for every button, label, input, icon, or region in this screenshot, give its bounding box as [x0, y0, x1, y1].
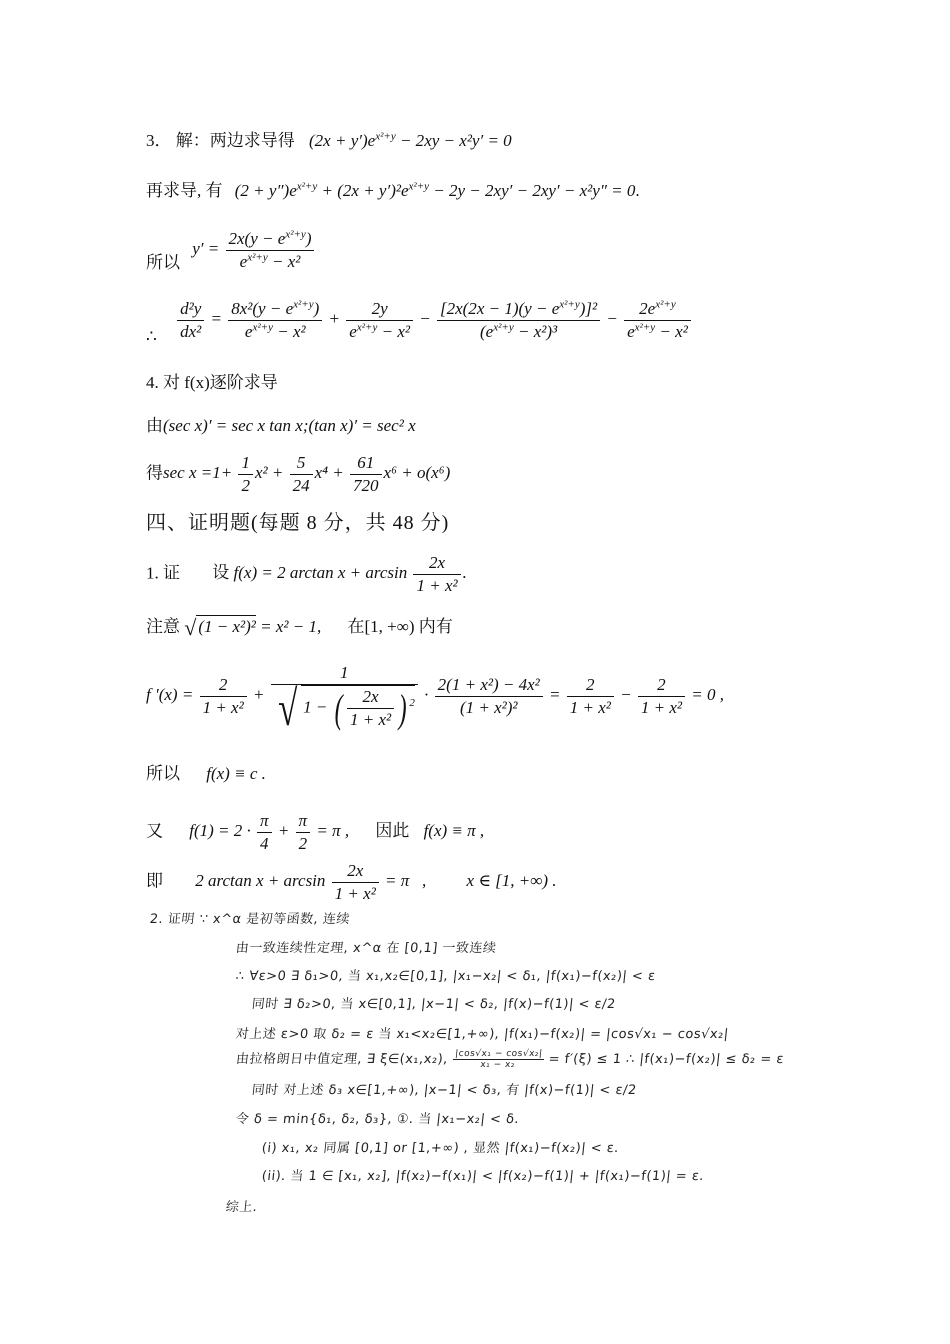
p2-line-1: 2. 证明 ∵ x^α 是初等函数, 连续: [149, 912, 351, 927]
p1-fdef: f(x) = 2 arctan x + arcsin $\frac{2x}{\text{1 + x²}}$ .: [233, 553, 467, 595]
s3-second-derivative: $\frac{\text{d²y}}{\text{dx²}}$ = $\frac{8x^2(y - e^{x^2+y})}{e^{x^2+y} - x^2}$ + $\frac{2y}{e^{x^2+y} - x^2}$ − $\frac{[2x(2x - 1)(y - e^{x^2+y})]^2}{(e^{x^2+y} - x^2)^3}$ − $\frac{2e^{x^2+y}}{e^{x^2+y} - x^2}$: [175, 309, 693, 328]
section4-heading: 四、证明题(每题 8 分，共 48 分): [146, 512, 450, 534]
s4-series: sec x =1+ $\frac{1}{2}$ x² + $\frac{5}{24}$ x⁴ + $\frac{61}{720}$ x⁶ + o(x⁶): [163, 453, 451, 495]
p1-also: 又: [146, 821, 163, 841]
p1-domain: x ∈ [1, +∞) .: [466, 871, 557, 891]
p1-const: f(x) ≡ c .: [206, 764, 266, 783]
p1-set: 设: [212, 563, 230, 583]
p1-sqrt-identity: √ (1 − x²)² = x² − 1,: [184, 615, 322, 641]
p1-line-conclusion: [146, 860, 557, 905]
p2-line-7: 同时 对上述 δ₃ x∈[1,+∞), |x−1| < δ₃, 有 |f(x)−f(1)| < ε/2: [251, 1083, 638, 1098]
p1-label: 1. 证: [146, 563, 180, 583]
p2-line-2: 由一致连续性定理, x^α 在 [0,1] 一致连续: [235, 941, 498, 956]
s4-title: 4. 对 f(x)逐阶求导: [146, 373, 278, 392]
s3-period: .: [635, 181, 640, 200]
s3-line-4: [146, 298, 693, 347]
s3-eq1: $(2x + y')e^{x^2+y} - 2xy - x^2y' = 0$: [309, 130, 512, 150]
p1-ie: 即: [146, 871, 163, 891]
s3-so: 所以: [146, 253, 180, 273]
p2-line-10: (ii). 当 1 ∈ [x₁, x₂], |f(x₂)−f(x₁)| < |f(x₂)−f(1)| + |f(x₁)−f(1)| = ε.: [261, 1169, 705, 1184]
p1-line-derivative: [146, 662, 724, 736]
s3-yprime: y′ = $\frac{2x(y - e^{x^2+y})}{e^{x^2+y} - x^2}$: [192, 239, 316, 258]
s3-therefore: ∴: [146, 327, 157, 347]
p1-so: 所以: [146, 764, 180, 783]
s4-from: 由: [146, 416, 163, 435]
s3-line-3: [146, 228, 316, 273]
s3-label: 3．: [146, 131, 172, 150]
p1-hence: 因此: [375, 821, 410, 841]
p2-line-9: (i) x₁, x₂ 同属 [0,1] or [1,+∞) , 显然 |f(x₁)−f(x₂)| < ε.: [261, 1141, 620, 1156]
s4-derivs: (sec x)′ = sec x tan x;(tan x)′ = sec² x: [163, 416, 416, 435]
s3-eq2: $(2 + y'')e^{x^2+y} + (2x + y')^2e^{x^2+y} - 2y - 2xy' - 2xy' - x^2y'' = 0$: [234, 180, 636, 200]
s3-again: 再求导, 有: [146, 181, 223, 200]
p2-line-11: 综上.: [225, 1200, 259, 1215]
p2-lagrange-fraction: $\frac{\text{|cos√x₁ − cos√x₂|}}{\text{x₁ − x₂}}$: [451, 1049, 545, 1070]
p1-identity: 2 arctan x + arcsin $\frac{2x}{\text{1 + x²}}$ = π ,: [195, 861, 431, 903]
p1-note: 注意: [146, 617, 180, 636]
p1-line-const: [146, 763, 266, 785]
p1-fprime: f ′(x) = $\frac{2}{\text{1 + x²}}$ + 1 √ 1 − ( $\frac{2x}{\text{1 + x²}}$ ) $^2$ · $\frac{\text{2(1 + x²) − 4x²}}{\text{(1 + x²)²}}$ = $\frac{2}{\text{1 + x²}}$ − $\frac{2}{\text{1 + x²}}$ = 0 ,: [146, 663, 724, 736]
p2-line-3: ∴ ∀ε>0 ∃ δ₁>0, 当 x₁,x₂∈[0,1], |x₁−x₂| < δ₁, |f(x₁)−f(x₂)| < ε: [235, 969, 657, 984]
p1-in-range: 在[1, +∞) 内有: [347, 617, 453, 636]
p2-line-5: 对上述 ε>0 取 δ₂ = ε 当 x₁<x₂∈[1,+∞), |f(x₁)−f(x₂)| = |cos√x₁ − cos√x₂|: [235, 1027, 730, 1042]
p2-line-6a: 由拉格朗日中值定理, ∃ ξ∈(x₁,x₂),: [235, 1052, 449, 1067]
p1-fpi: f(x) ≡ π ,: [423, 821, 485, 841]
p1-f1: f(1) = 2 · $\frac{\pi}{4}$ + $\frac{\pi}{2}$ = π ,: [189, 811, 354, 853]
p2-line-8: 令 δ = min{δ₁, δ₂, δ₃}, ①. 当 |x₁−x₂| < δ.: [235, 1112, 520, 1127]
p2-line-6: [235, 1048, 785, 1070]
p1-line-note: [146, 615, 453, 639]
p1-line-def: [146, 552, 467, 597]
s4-get: 得: [146, 463, 163, 483]
p2-line-4: 同时 ∃ δ₂>0, 当 x∈[0,1], |x−1| < δ₂, |f(x)−f(1)| < ε/2: [251, 997, 617, 1012]
s3-line-2: [146, 180, 640, 202]
s4-line-series: [146, 452, 450, 497]
s4-line-derivs: [146, 415, 416, 437]
p2-line-6b: = f′(ξ) ≤ 1 ∴ |f(x₁)−f(x₂)| ≤ δ₂ = ε: [547, 1052, 785, 1067]
s3-line-1: [146, 130, 512, 152]
p1-line-f1: [146, 810, 484, 855]
s3-intro: 解：两边求导得: [175, 131, 295, 150]
